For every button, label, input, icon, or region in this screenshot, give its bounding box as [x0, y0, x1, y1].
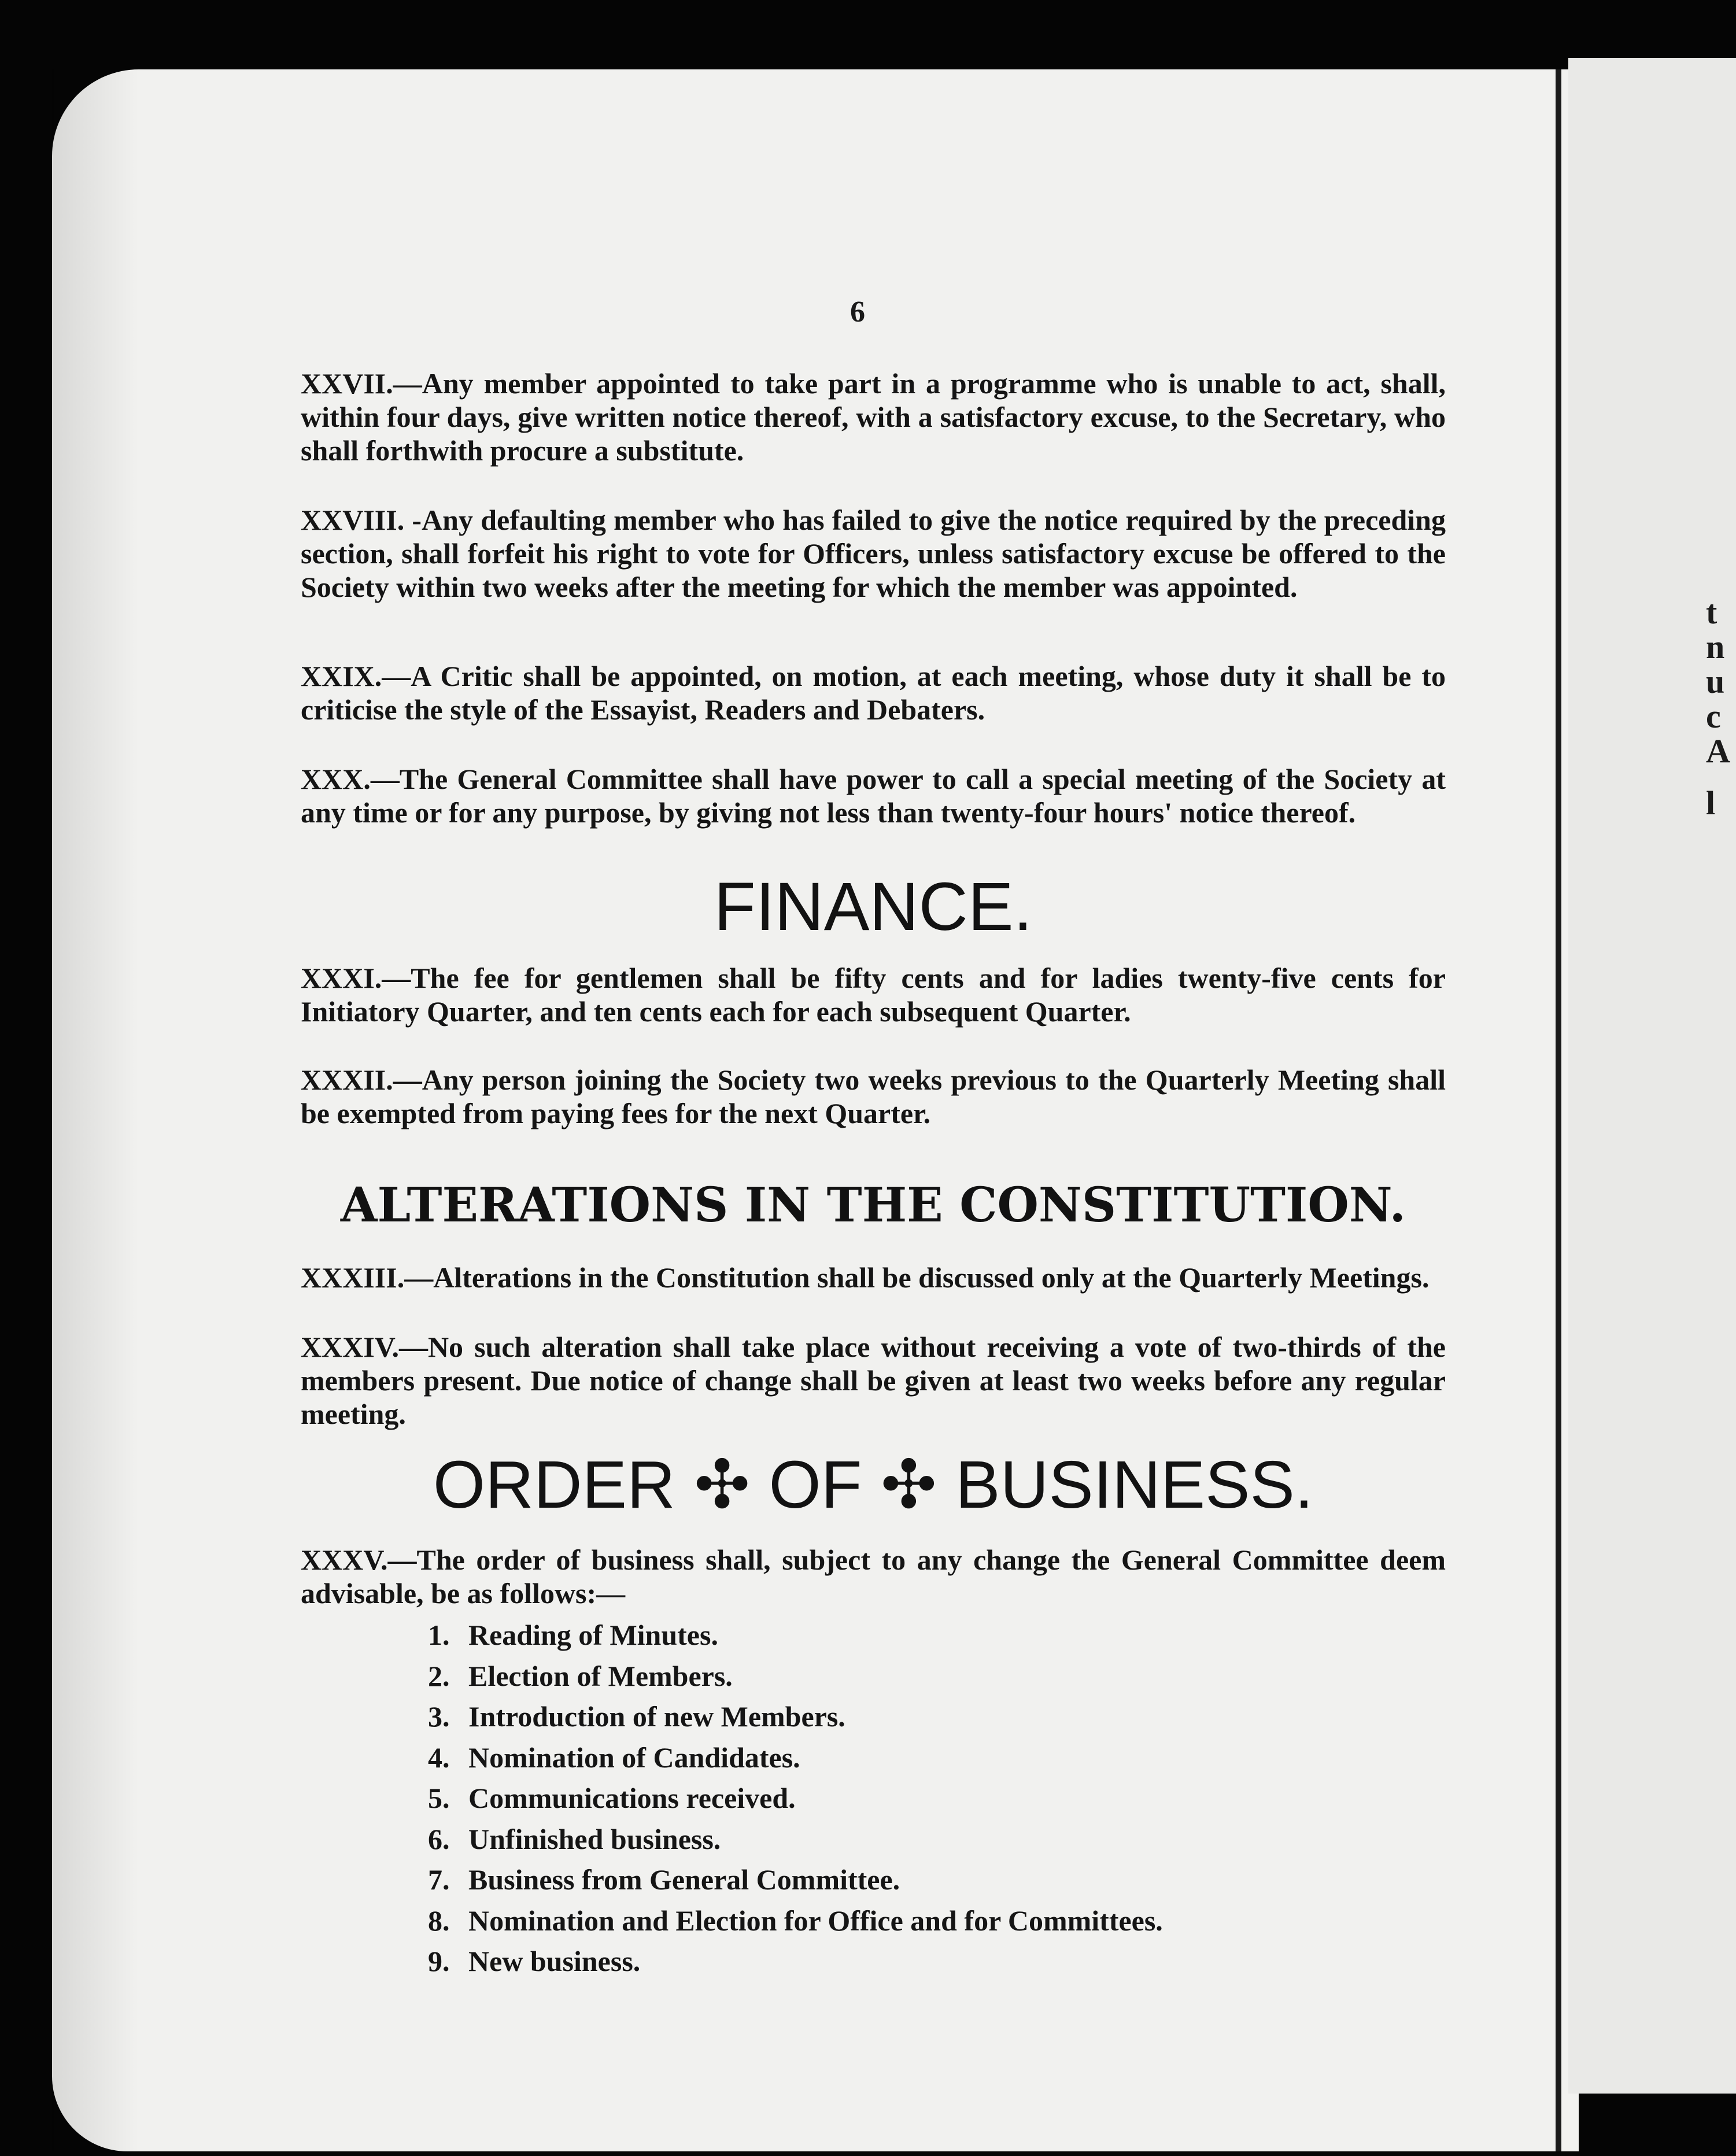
facing-page-fragment: t: [1706, 593, 1717, 631]
list-item: [428, 1615, 1163, 1656]
order-of-business-heading: ORDER ✣ OF ✣ BUSINESS.: [433, 1447, 1314, 1522]
list-item-number: 8.: [428, 1904, 450, 1937]
facing-page-fragment: A: [1706, 732, 1730, 770]
rule-xxvii: XXVII.—Any member appointed to take part in a programme who is unable to act, shall, within four days, give written notice thereof, with a satisfactory excuse, to the Secretary, who shall forthwith procure a substitute.: [301, 367, 1446, 467]
rule-xxxiii: XXXIII.—Alterations in the Constitution shall be discussed only at the Quarterly Meetings.: [301, 1261, 1430, 1294]
order-of-business-list: [428, 1615, 1163, 1982]
list-item: [428, 1941, 1163, 1982]
list-item-text: Nomination of Candidates.: [468, 1741, 800, 1774]
list-item-number: 9.: [428, 1945, 450, 1977]
finance-heading: FINANCE.: [714, 869, 1033, 945]
facing-page-fragment: c: [1706, 697, 1721, 735]
list-item: [428, 1696, 1163, 1737]
facing-page-fragment: u: [1706, 663, 1725, 700]
list-item: [428, 1900, 1163, 1941]
list-item-number: 1.: [428, 1619, 450, 1651]
list-item-text: New business.: [468, 1945, 641, 1977]
list-item-text: Unfinished business.: [468, 1822, 721, 1855]
list-item-text: Election of Members.: [468, 1659, 733, 1692]
list-item-number: 5.: [428, 1782, 450, 1814]
list-item-text: Introduction of new Members.: [468, 1700, 845, 1733]
list-item-number: 7.: [428, 1863, 450, 1896]
facing-page-fragment: n: [1706, 628, 1725, 666]
list-item-number: 4.: [428, 1741, 450, 1774]
list-item-number: 6.: [428, 1822, 450, 1855]
rule-xxxii: XXXII.—Any person joining the Society two weeks previous to the Quarterly Meeting shall be exempted from paying fees for the next Quarter.: [301, 1064, 1446, 1129]
list-item: [428, 1737, 1163, 1778]
rule-xxix: XXIX.—A Critic shall be appointed, on motion, at each meeting, whose duty it shall be to criticise the style of the Essayist, Readers and Debaters.: [301, 660, 1446, 726]
page-number: 6: [850, 296, 865, 328]
list-item: [428, 1656, 1163, 1697]
list-item: [428, 1859, 1163, 1900]
rule-xxviii: XXVIII. -Any defaulting member who has failed to give the notice required by the preceding section, shall forfeit his right to vote for Officers, unless satisfactory excuse be offered to the Society within two weeks after the meeting for which the member was appointed.: [301, 504, 1446, 603]
rule-xxxiv: XXXIV.—No such alteration shall take place without receiving a vote of two-thirds of the members present. Due notice of change shall be given at least two weeks before any regular meeting.: [301, 1331, 1446, 1430]
list-item-number: 3.: [428, 1700, 450, 1733]
list-item-text: Nomination and Election for Office and for Committees.: [468, 1904, 1163, 1937]
list-item-text: Communications received.: [468, 1782, 796, 1814]
list-item-text: Reading of Minutes.: [468, 1619, 718, 1651]
facing-page-fragment: l: [1706, 784, 1716, 822]
list-item-number: 2.: [428, 1659, 450, 1692]
list-item: [428, 1819, 1163, 1860]
list-item: [428, 1778, 1163, 1819]
alterations-heading: ALTERATIONS IN THE CONSTITUTION.: [340, 1177, 1406, 1233]
rule-xxxv: XXXV.—The order of business shall, subject to any change the General Committee deem advisable, be as follows:—: [301, 1544, 1446, 1609]
rule-xxx: XXX.—The General Committee shall have power to call a special meeting of the Society at any time or for any purpose, by giving not less than twenty-four hours' notice thereof.: [301, 763, 1446, 829]
list-item-text: Business from General Committee.: [468, 1863, 900, 1896]
facing-page-edge: [1568, 58, 1736, 2094]
book-gutter: [1556, 69, 1561, 2151]
rule-xxxi: XXXI.—The fee for gentlemen shall be fifty cents and for ladies twenty-five cents for Initiatory Quarter, and ten cents each for each subsequent Quarter.: [301, 962, 1446, 1028]
